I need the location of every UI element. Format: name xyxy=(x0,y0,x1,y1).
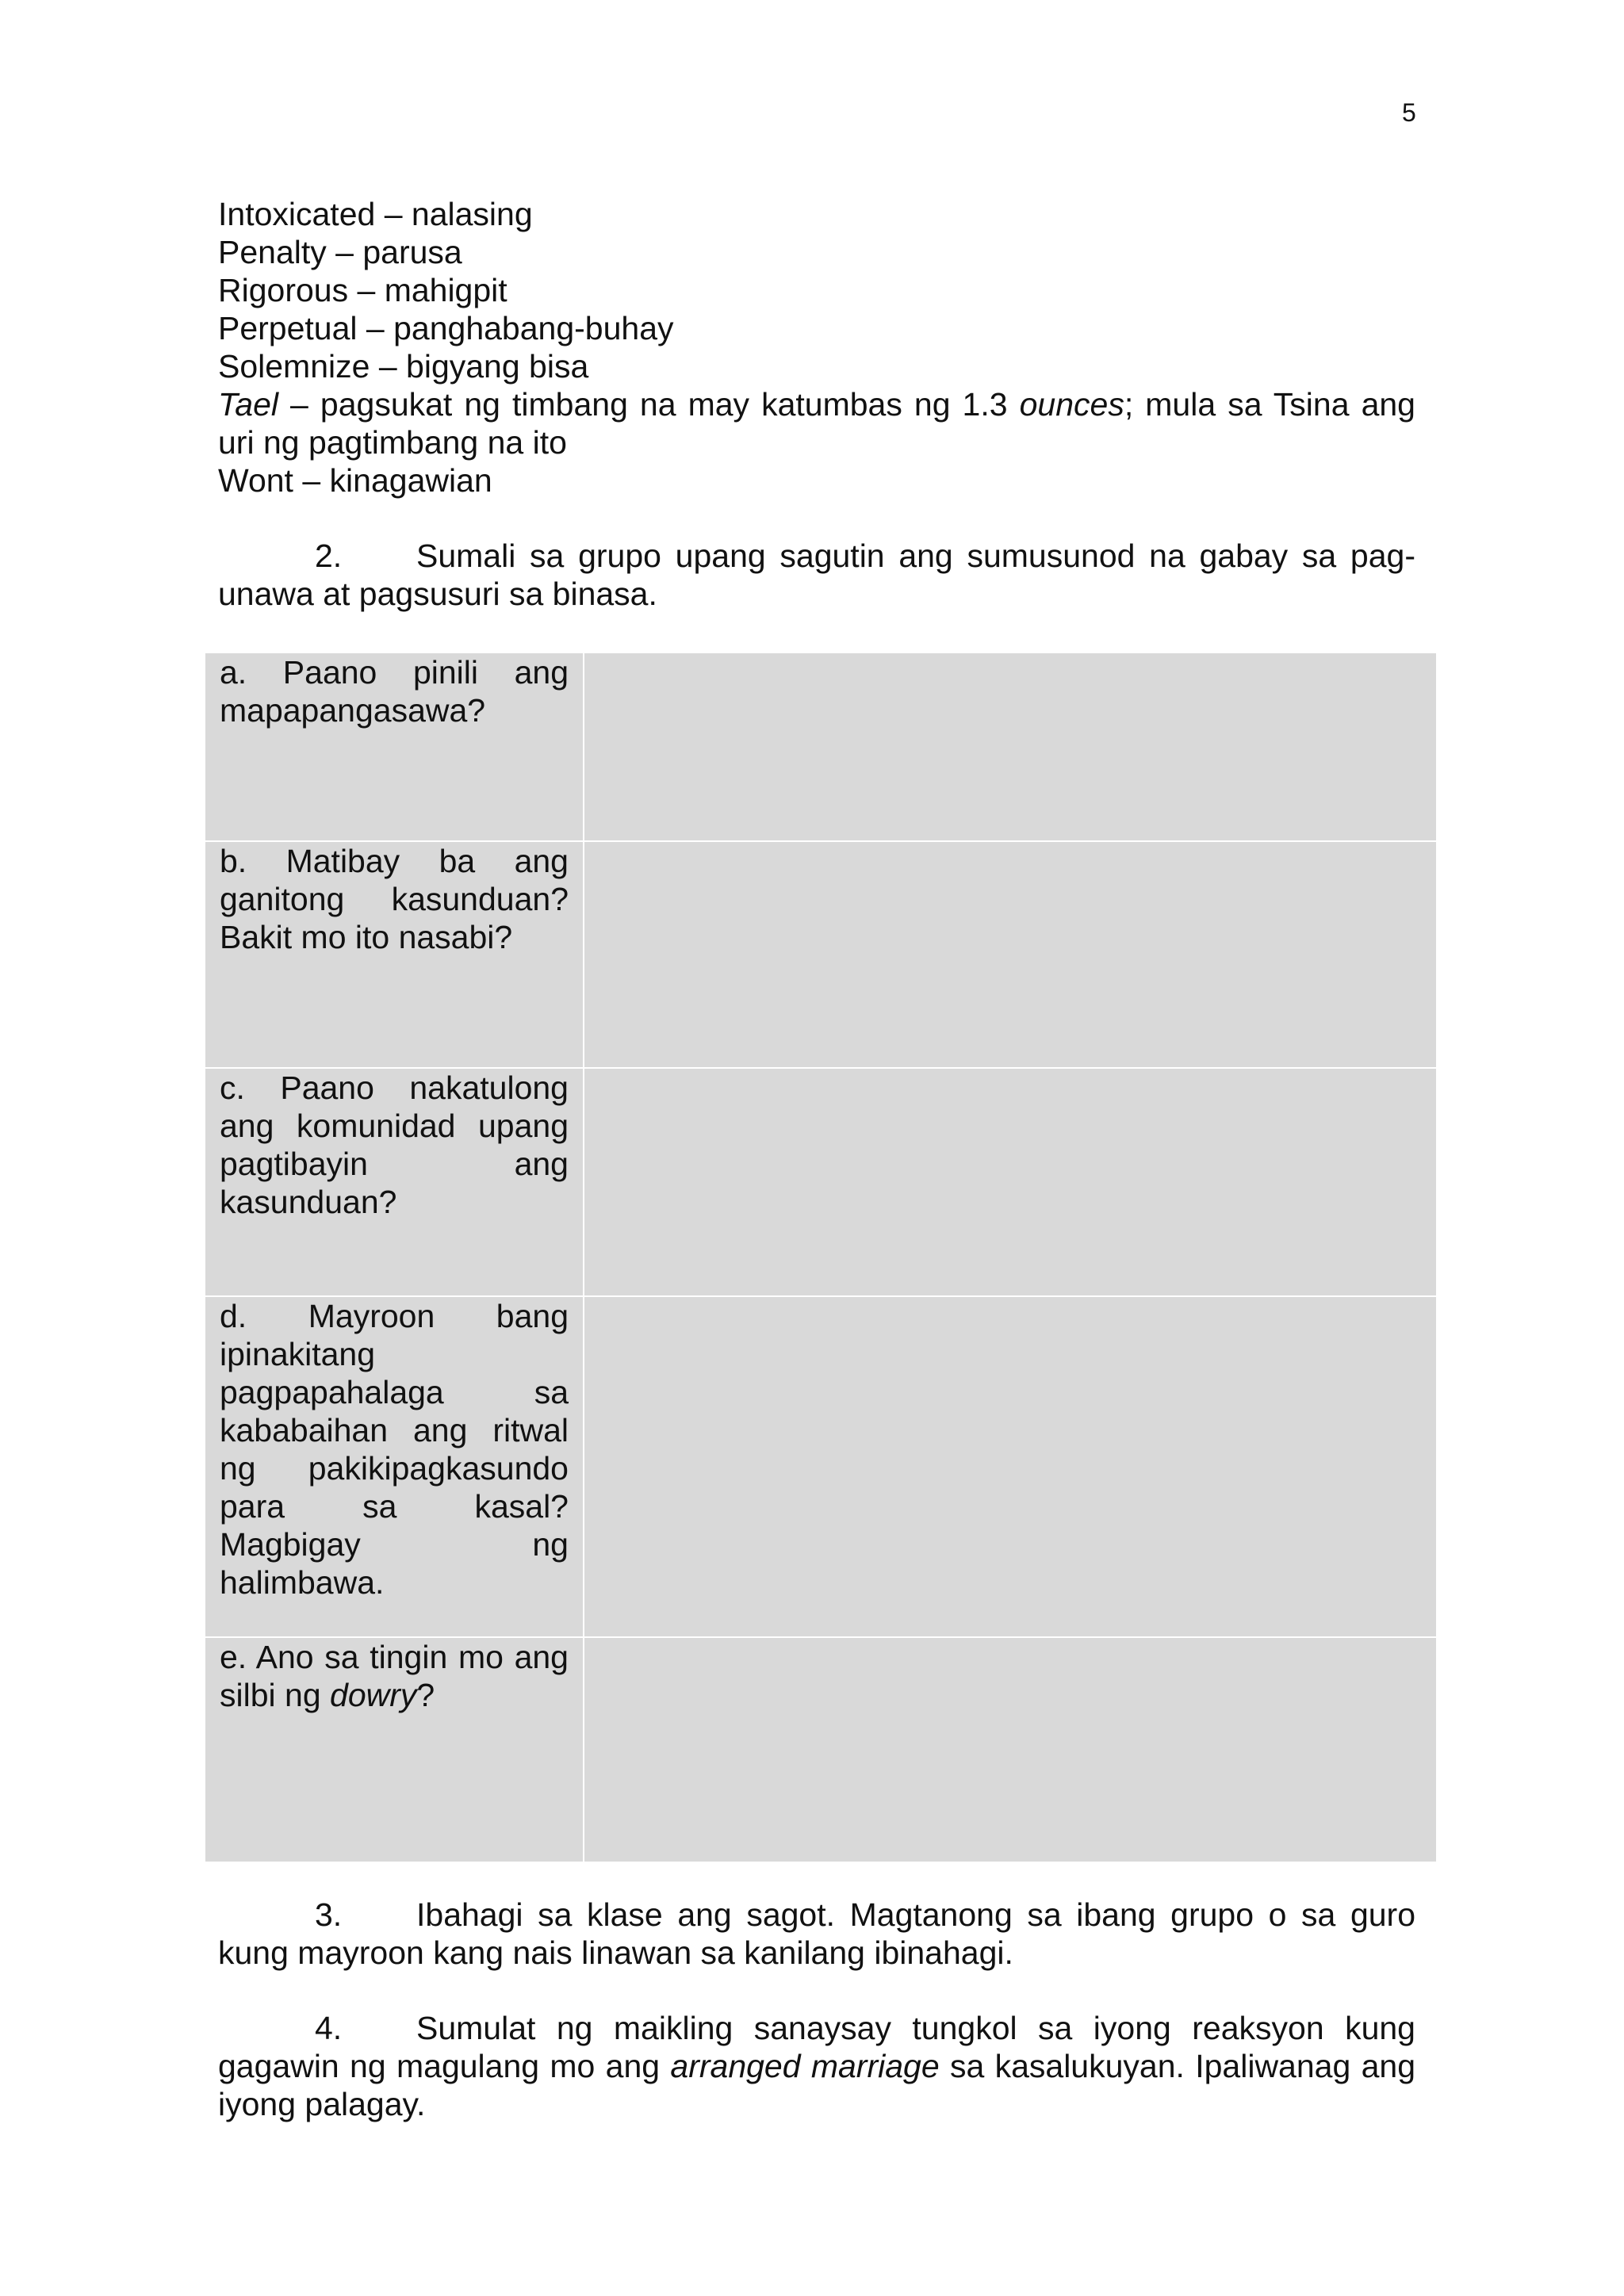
glossary-term: Perpetual xyxy=(218,310,358,346)
table-row xyxy=(205,1296,1437,1637)
table-row xyxy=(205,652,1437,841)
step-text-emphasis: arranged marriage xyxy=(670,2048,940,2084)
question-cell xyxy=(205,1637,584,1862)
step-text: Ibahagi sa klase ang sagot. Magtanong sa ibang grupo o sa guro kung mayroon kang nais linawan sa kanilang ibinahagi. xyxy=(218,1896,1415,1971)
table-row xyxy=(205,1637,1437,1862)
instruction-step-4 xyxy=(218,2009,1415,2123)
instruction-step-3 xyxy=(218,1896,1415,1972)
question-e-emphasis: dowry xyxy=(330,1677,417,1713)
glossary-term: Solemnize xyxy=(218,348,370,385)
glossary-entry-tael: Tael – pagsukat ng timbang na may katumbas ng 1.3 ounces; mula sa Tsina ang uri ng pagtimbang na ito xyxy=(218,386,1415,461)
glossary-term: Wont xyxy=(218,462,293,499)
page-number: 5 xyxy=(1402,98,1416,127)
step-text: Sumali sa grupo upang sagutin ang sumusunod na gabay sa pag-unawa at pagsusuri sa binasa. xyxy=(218,538,1415,612)
glossary-entry-intoxicated: Intoxicated – nalasing xyxy=(218,196,533,232)
answer-cell-d[interactable] xyxy=(584,1296,1437,1637)
glossary-definition: pagsukat ng timbang na may katumbas ng 1.3 xyxy=(320,386,1020,423)
question-e: e. Ano sa tingin mo ang silbi ng dowry? xyxy=(220,1639,569,1713)
table-row xyxy=(205,1068,1437,1296)
step-number: 4. xyxy=(315,2010,343,2046)
glossary-term: Penalty xyxy=(218,234,327,270)
answer-cell-e[interactable] xyxy=(584,1637,1437,1862)
glossary-term: Tael xyxy=(218,386,278,423)
answer-cell-c[interactable] xyxy=(584,1068,1437,1296)
question-b: b. Matibay ba ang ganitong kasunduan? Bakit mo ito nasabi? xyxy=(220,843,569,955)
glossary-definition: kinagawian xyxy=(329,462,492,499)
table-row xyxy=(205,841,1437,1068)
glossary-term: Rigorous xyxy=(218,272,349,308)
step-number: 2. xyxy=(315,538,343,574)
glossary-definition-emphasis: ounces xyxy=(1019,386,1124,423)
question-cell xyxy=(205,1296,584,1637)
glossary-entry-penalty: Penalty – parusa xyxy=(218,234,462,270)
glossary-definition-rest: ; mula sa Tsina ang uri ng pagtimbang na ito xyxy=(218,386,1415,461)
question-answer-table xyxy=(204,652,1438,1863)
step-number: 3. xyxy=(315,1896,343,1933)
glossary-definition: bigyang bisa xyxy=(406,348,589,385)
question-cell xyxy=(205,652,584,841)
glossary-entry-perpetual: Perpetual – panghabang-buhay xyxy=(218,310,674,346)
glossary-entry-wont: Wont – kinagawian xyxy=(218,462,492,499)
answer-cell-b[interactable] xyxy=(584,841,1437,1068)
question-d: d. Mayroon bang ipinakitang pagpapahalaga sa kababaihan ang ritwal ng pakikipagkasundo para sa kasal? Magbigay ng halimbawa. xyxy=(220,1298,569,1601)
glossary-list xyxy=(218,195,1415,499)
glossary-entry-rigorous: Rigorous – mahigpit xyxy=(218,272,508,308)
question-cell xyxy=(205,1068,584,1296)
glossary-entry-solemnize: Solemnize – bigyang bisa xyxy=(218,348,589,385)
glossary-term: Intoxicated xyxy=(218,196,376,232)
answer-cell-a[interactable] xyxy=(584,652,1437,841)
step-text: Sumulat ng maikling sanaysay tungkol sa iyong reaksyon kung gagawin ng magulang mo ang xyxy=(218,2010,1415,2084)
step-text-rest: sa kasalukuyan. Ipaliwanag ang iyong palagay. xyxy=(218,2048,1415,2122)
glossary-definition: panghabang-buhay xyxy=(393,310,674,346)
question-c: c. Paano nakatulong ang komunidad upang pagtibayin ang kasunduan? xyxy=(220,1070,569,1220)
instruction-step-2 xyxy=(218,537,1415,613)
glossary-definition: mahigpit xyxy=(384,272,508,308)
question-a: a. Paano pinili ang mapapangasawa? xyxy=(220,654,569,729)
question-cell xyxy=(205,841,584,1068)
glossary-definition: nalasing xyxy=(411,196,533,232)
glossary-definition: parusa xyxy=(362,234,462,270)
